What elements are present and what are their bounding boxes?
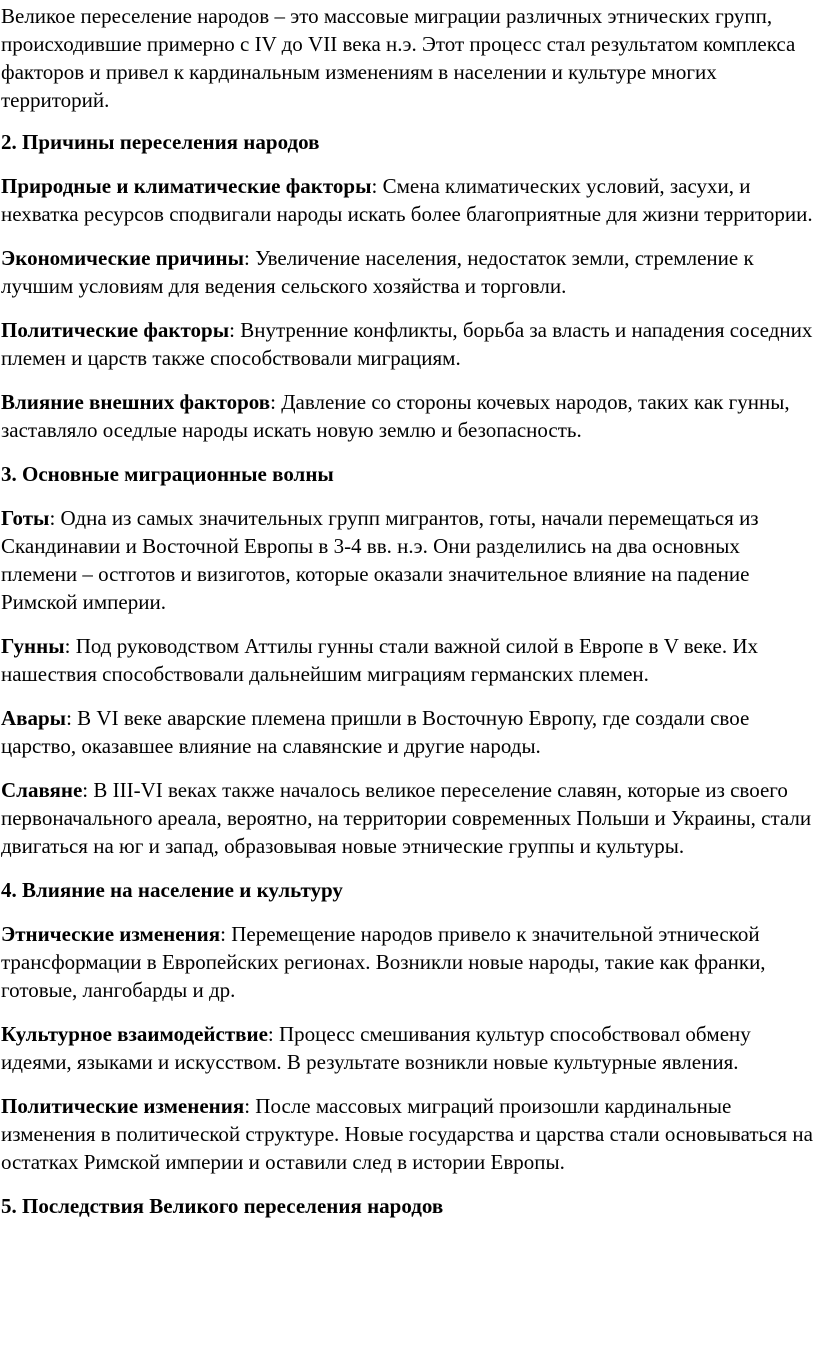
paragraph-economic-causes xyxy=(1,244,816,300)
term: Природные и климатические факторы xyxy=(1,174,372,198)
paragraph-external-factors xyxy=(1,388,816,444)
paragraph-text: : Смена климатических условий, засухи, и нехватка ресурсов сподвигали народы искать более благоприятные для жизни территории. xyxy=(1,174,813,226)
paragraph-text: : Процесс смешивания культур способствовал обмену идеями, языками и искусством. В результате возникли новые культурные явления. xyxy=(1,1022,751,1074)
paragraph-text: : Увеличение населения, недостаток земли, стремление к лучшим условиям для ведения сельского хозяйства и торговли. xyxy=(1,246,754,298)
paragraph-text: : В VI веке аварские племена пришли в Восточную Европу, где создали свое царство, оказавшее влияние на славянские и другие народы. xyxy=(1,706,750,758)
term: Авары xyxy=(1,706,67,730)
term: Культурное взаимодействие xyxy=(1,1022,268,1046)
term: Этнические изменения xyxy=(1,922,221,946)
paragraph-political-changes xyxy=(1,1092,816,1176)
paragraph-political-factors xyxy=(1,316,816,372)
term: Гунны xyxy=(1,634,65,658)
term: Славяне xyxy=(1,778,83,802)
paragraph-cultural-interaction xyxy=(1,1020,816,1076)
paragraph-text: : Давление со стороны кочевых народов, таких как гунны, заставляло оседлые народы искать новую землю и безопасность. xyxy=(1,390,790,442)
term: Политические изменения xyxy=(1,1094,245,1118)
term: Экономические причины xyxy=(1,246,244,270)
paragraph-text: : Внутренние конфликты, борьба за власть и нападения соседних племен и царств также способствовали миграциям. xyxy=(1,318,813,370)
paragraph-text: : Перемещение народов привело к значительной этнической трансформации в Европейских регионах. Возникли новые народы, такие как франки, готовые, лангобарды и др. xyxy=(1,922,766,1002)
paragraph-goths xyxy=(1,504,816,616)
section-heading-causes: 2. Причины переселения народов xyxy=(1,130,320,154)
term: Готы xyxy=(1,506,50,530)
paragraph-natural-factors xyxy=(1,172,816,228)
term: Влияние внешних факторов xyxy=(1,390,271,414)
paragraph-text: : После массовых миграций произошли кардинальные изменения в политической структуре. Новые государства и царства стали основываться на остатках Римской империи и оставили след в истории Европы. xyxy=(1,1094,813,1174)
paragraph-avars xyxy=(1,704,816,760)
section-heading-influence: 4. Влияние на население и культуру xyxy=(1,878,343,902)
intro-paragraph: Великое переселение народов – это массовые миграции различных этнических групп, происходившие примерно с IV до VII века н.э. Этот процесс стал результатом комплекса факторов и привел к кардинальным изменениям в населении и культуре многих территорий. xyxy=(1,4,796,112)
paragraph-ethnic-changes xyxy=(1,920,816,1004)
section-heading-consequences: 5. Последствия Великого переселения народов xyxy=(1,1194,444,1218)
paragraph-text: : В III-VI веках также началось великое переселение славян, которые из своего первоначального ареала, вероятно, на территории современных Польши и Украины, стали двигаться на юг и запад, образовывая новые этнические группы и культуры. xyxy=(1,778,812,858)
paragraph-text: : Одна из самых значительных групп мигрантов, готы, начали перемещаться из Скандинавии и Восточной Европы в 3-4 вв. н.э. Они разделились на два основных племени – остготов и визиготов, которые оказали значительное влияние на падение Римской империи. xyxy=(1,506,759,614)
section-heading-migration-waves: 3. Основные миграционные волны xyxy=(1,462,334,486)
term: Политические факторы xyxy=(1,318,230,342)
paragraph-text: : Под руководством Аттилы гунны стали важной силой в Европе в V веке. Их нашествия способствовали дальнейшим миграциям германских племен. xyxy=(1,634,759,686)
paragraph-slavs xyxy=(1,776,816,860)
paragraph-huns xyxy=(1,632,816,688)
